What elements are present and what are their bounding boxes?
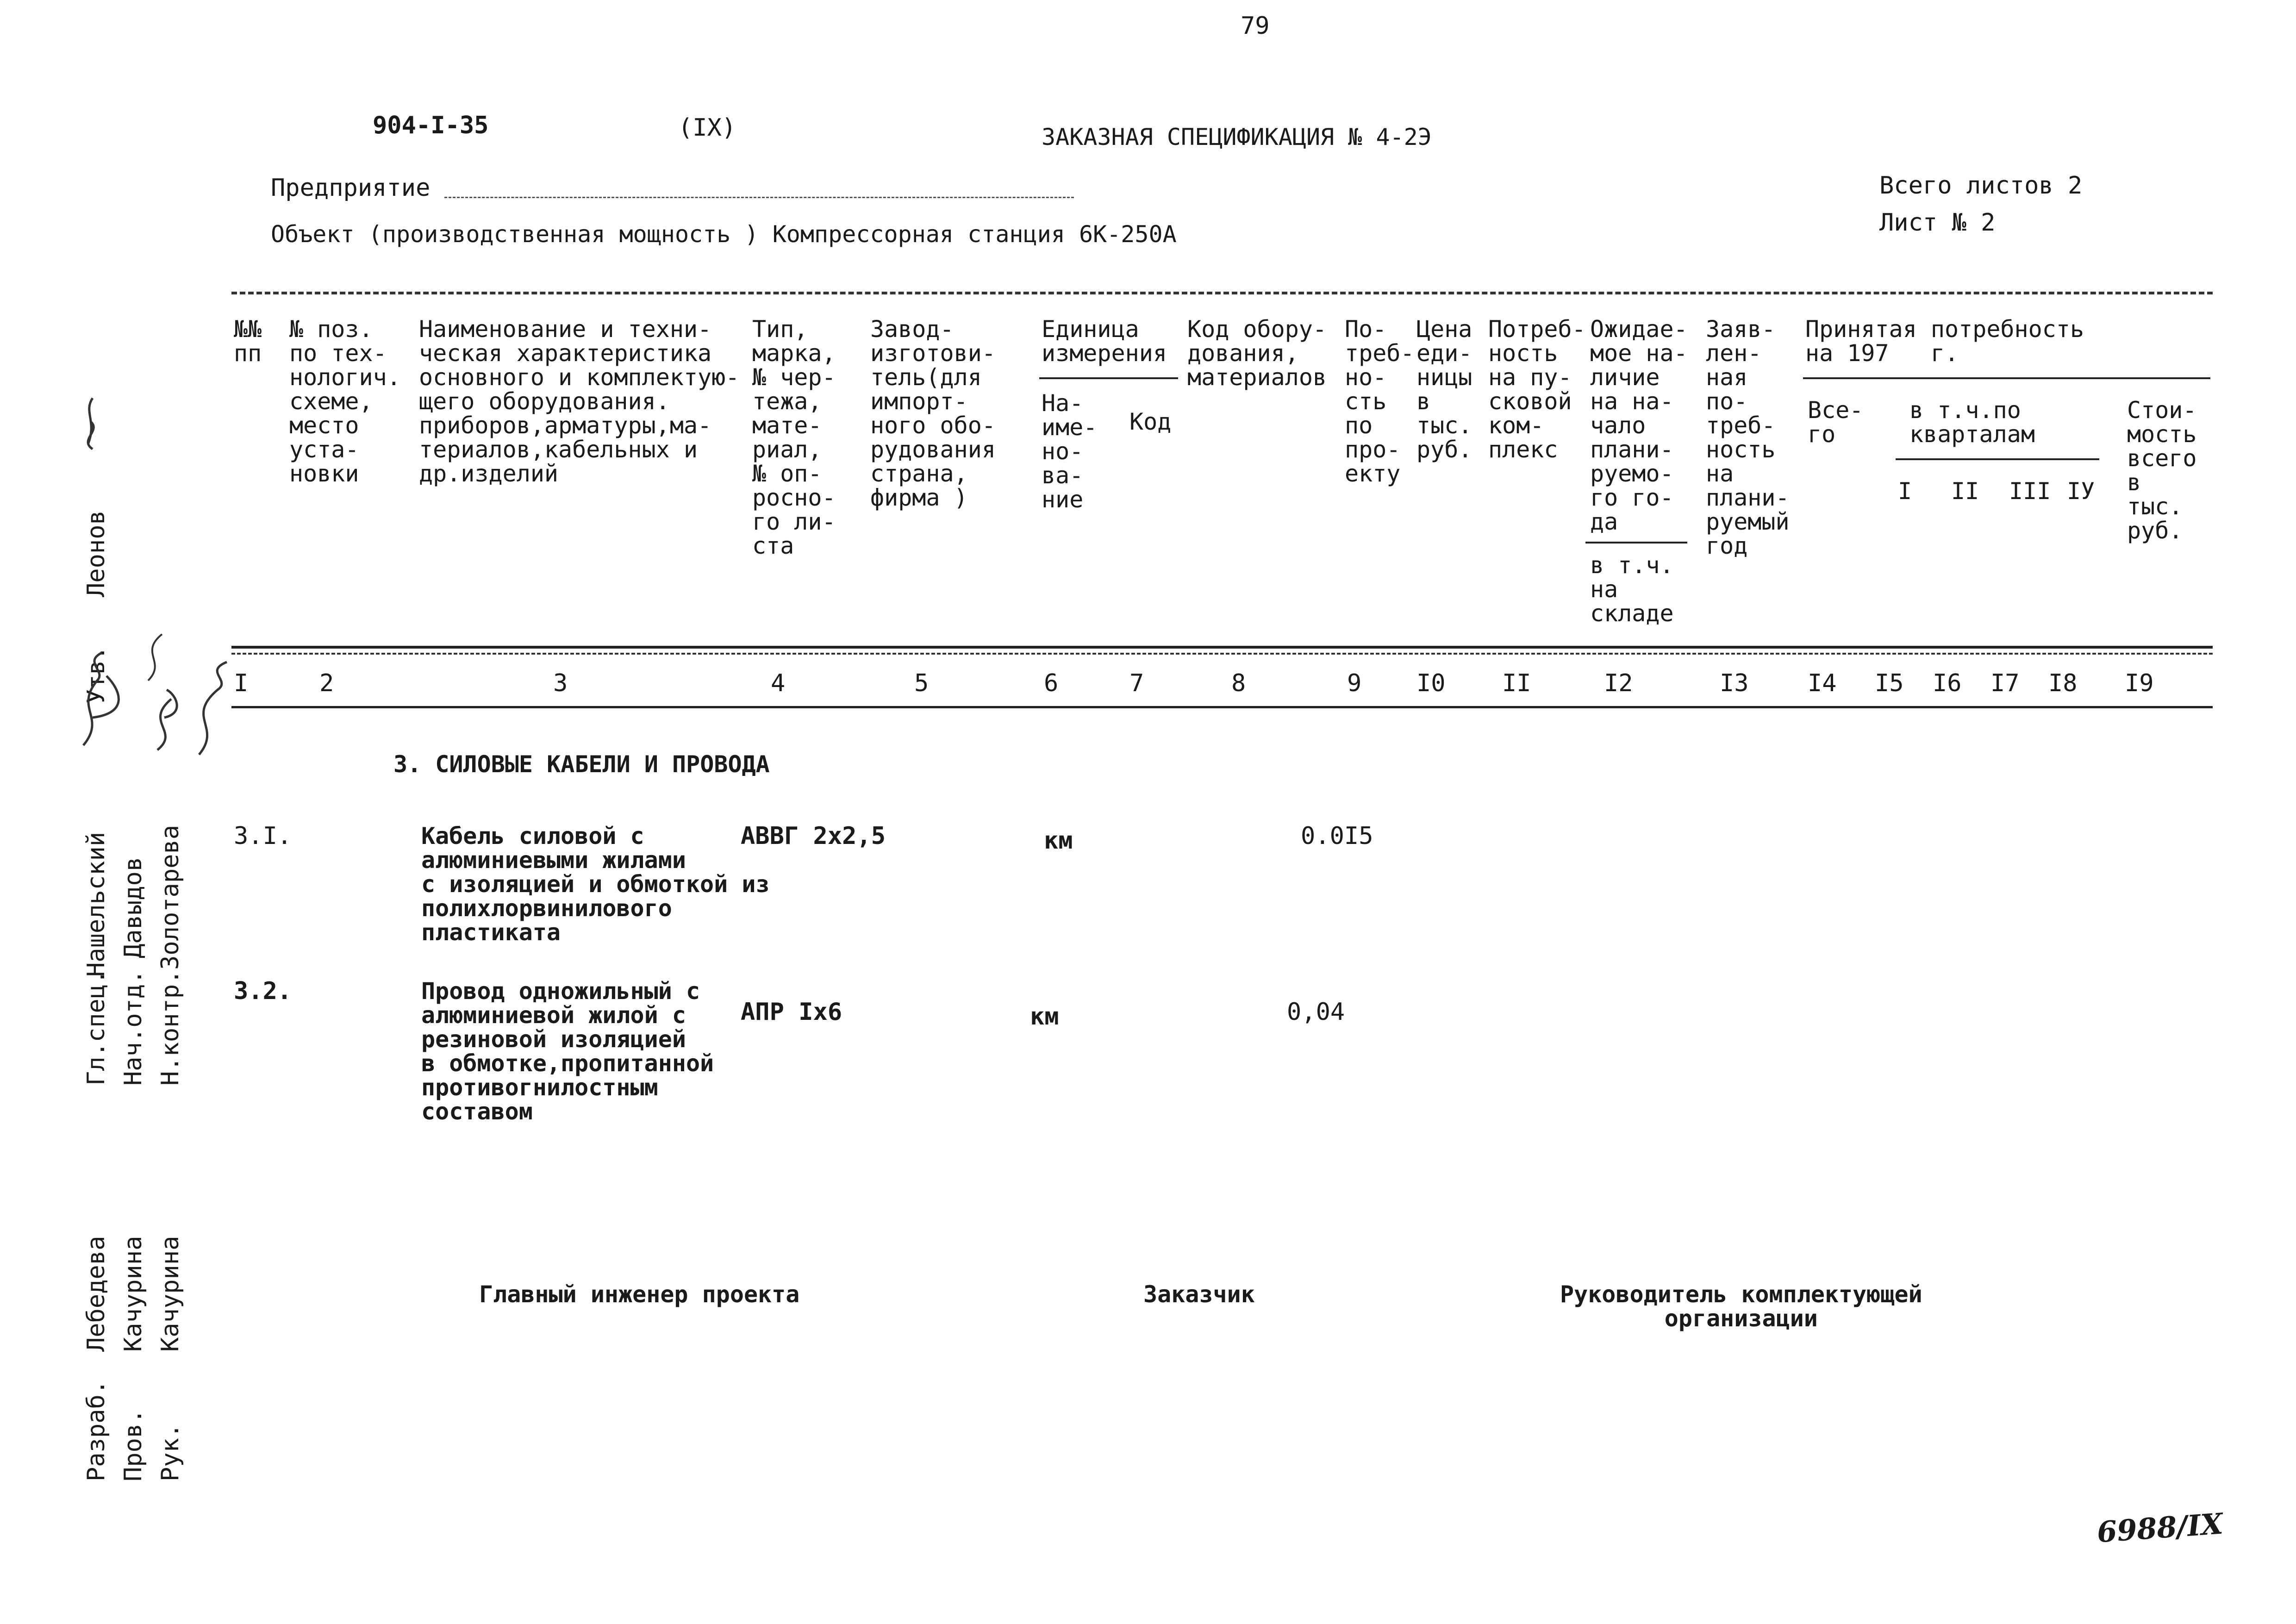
volume-label: (IX) <box>678 114 736 142</box>
col-header-q4: IУ <box>2067 478 2095 505</box>
row-2-quantity: 0,04 <box>1287 998 1345 1026</box>
col-header-unit-group: Единица измерения <box>1042 316 1167 367</box>
sheets-total: Всего листов 2 <box>1879 172 2083 200</box>
stamp-bottom-role-2: Пров. <box>119 1409 147 1481</box>
col-header-4: Тип, марка, № чер- тежа, мате- риал, № оп- росно- го ли- ста <box>752 316 836 559</box>
col-header-2: № поз. по тех- нологич. схеме, место уста- новки <box>289 316 401 487</box>
row-2-name: Провод одножильный с алюминиевой жилой с резиновой изоляцией в обмотке,пропитанной противогнилостным составом <box>421 978 714 1125</box>
col-header-3: Наименование и техни- ческая характеристика основного и комплектую- щего оборудования. приборов,арматуры,ма- териалов,кабельных и др.изделий <box>419 316 740 487</box>
col-header-11: Потреб- ность на пу- сковой ком- плекс <box>1488 316 1586 463</box>
col-header-q1: I <box>1898 478 1912 505</box>
row-1-name: Кабель силовой с алюминиевыми жилами с изоляцией и обмоткой из полихлорвинилового пластиката <box>421 823 770 946</box>
enterprise-label: Предприятие <box>271 174 430 202</box>
row-2-number: 3.2. <box>234 977 292 1005</box>
row-1-unit: км <box>1044 827 1073 855</box>
col-number-7: 7 <box>1129 669 1144 697</box>
quarters-rule <box>1896 458 2099 460</box>
col-header-12: Ожидае- мое на- личие на на- чало плани- руемо- го го- да <box>1590 316 1688 535</box>
customer-label: Заказчик <box>1143 1281 1255 1308</box>
signature-scribbles <box>65 394 259 1088</box>
stamp-bottom-name-2: Качурина <box>119 1236 147 1352</box>
row-2-type: АПР Iх6 <box>741 998 842 1026</box>
col-number-3: 3 <box>553 669 568 697</box>
col-header-5: Завод- изготови- тель(для импорт- ного обо- рудования страна, фирма ) <box>870 316 996 511</box>
col-header-accepted-group: Принятая потребность на 197 г. <box>1805 316 2084 367</box>
document-title: ЗАКАЗНАЯ СПЕЦИФИКАЦИЯ № 4-2Э <box>1042 124 1432 150</box>
col-number-6: 6 <box>1044 669 1059 697</box>
enterprise-underline <box>444 197 1074 198</box>
signature-head-department <box>157 690 177 750</box>
col-header-12-sub: в т.ч. на складе <box>1590 552 1674 627</box>
col-header-6: На- име- но- ва- ние <box>1042 390 1098 513</box>
col-number-12: I2 <box>1604 669 1633 697</box>
col-header-9: По- треб- но- сть по про- екту <box>1345 316 1415 487</box>
stamp-name-2: Давыдов <box>119 856 147 958</box>
stamp-role-3: Н.контр. <box>156 969 184 1086</box>
object-line: Объект (производственная мощность ) Компрессорная станция 6К-250А <box>271 221 1177 248</box>
col-12-sub-rule <box>1585 542 1687 543</box>
col-header-8: Код обору- дования, материалов <box>1187 316 1327 391</box>
table-top-rule <box>231 292 2213 294</box>
col-header-q2: II <box>1951 478 1979 505</box>
col-number-8: 8 <box>1231 669 1246 697</box>
col-number-15: I5 <box>1875 669 1904 697</box>
col-number-17: I7 <box>1990 669 2020 697</box>
signature-norm-control <box>199 662 227 755</box>
stamp-approval-name: Леонов <box>82 510 110 597</box>
row-1-number: 3.I. <box>234 822 292 850</box>
stamp-name-1: Нашельский <box>82 831 110 977</box>
signature-approval <box>88 398 94 449</box>
unit-group-rule <box>1039 377 1178 379</box>
stamp-bottom-name-1: Лебедева <box>82 1236 110 1352</box>
row-1-quantity: 0.0I5 <box>1301 822 1373 850</box>
stamp-role-1: Гл.спец. <box>82 969 110 1086</box>
col-number-5: 5 <box>914 669 929 697</box>
col-header-quarters: в т.ч.по кварталам <box>1909 397 2035 448</box>
chief-engineer-label: Главный инженер проекта <box>479 1281 800 1308</box>
col-number-1: I <box>234 669 249 697</box>
section-title: 3. СИЛОВЫЕ КАБЕЛИ И ПРОВОДА <box>393 751 770 778</box>
numbering-bottom-rule <box>231 706 2213 708</box>
stamp-role-2: Нач.отд. <box>119 969 147 1086</box>
col-header-13: Заяв- лен- ная по- треб- ность на плани- руемый год <box>1706 316 1790 559</box>
supplier-head-label: Руководитель комплектующей организации <box>1560 1281 1922 1332</box>
col-number-14: I4 <box>1808 669 1837 697</box>
archive-number: 6988/IX <box>2096 1506 2224 1549</box>
col-number-18: I8 <box>2048 669 2078 697</box>
col-number-4: 4 <box>771 669 786 697</box>
page-number: 79 <box>1241 12 1270 40</box>
col-header-14: Все- го <box>1808 397 1864 448</box>
header-bottom-rule <box>231 646 2213 649</box>
col-number-11: II <box>1502 669 1531 697</box>
col-number-2: 2 <box>319 669 334 697</box>
stamp-approval-label: Утв. <box>82 645 110 704</box>
col-number-19: I9 <box>2125 669 2154 697</box>
doc-code: 904-I-35 <box>373 112 489 139</box>
stamp-bottom-role-3: Рук. <box>156 1423 184 1481</box>
accepted-group-rule <box>1803 377 2210 379</box>
col-header-7: Код <box>1129 408 1172 435</box>
col-header-19: Стои- мость всего в тыс. руб. <box>2127 397 2197 544</box>
signature-extra <box>148 634 162 681</box>
row-2-unit: км <box>1030 1003 1059 1031</box>
col-number-16: I6 <box>1933 669 1962 697</box>
col-number-13: I3 <box>1720 669 1749 697</box>
row-1-type: АВВГ 2х2,5 <box>741 822 886 850</box>
col-number-9: 9 <box>1347 669 1362 697</box>
col-header-10: Цена еди- ницы в тыс. руб. <box>1416 316 1472 463</box>
header-bottom-rule-2 <box>231 653 2213 655</box>
col-header-1: №№ пп <box>234 316 262 367</box>
sheet-number: Лист № 2 <box>1879 209 1996 237</box>
stamp-name-3: Золотарева <box>156 824 184 970</box>
col-header-q3: III <box>2009 478 2051 505</box>
stamp-bottom-name-3: Качурина <box>156 1236 184 1352</box>
signature-chief-specialist <box>83 653 119 745</box>
col-number-10: I0 <box>1416 669 1446 697</box>
stamp-bottom-role-1: Разраб. <box>82 1380 110 1481</box>
